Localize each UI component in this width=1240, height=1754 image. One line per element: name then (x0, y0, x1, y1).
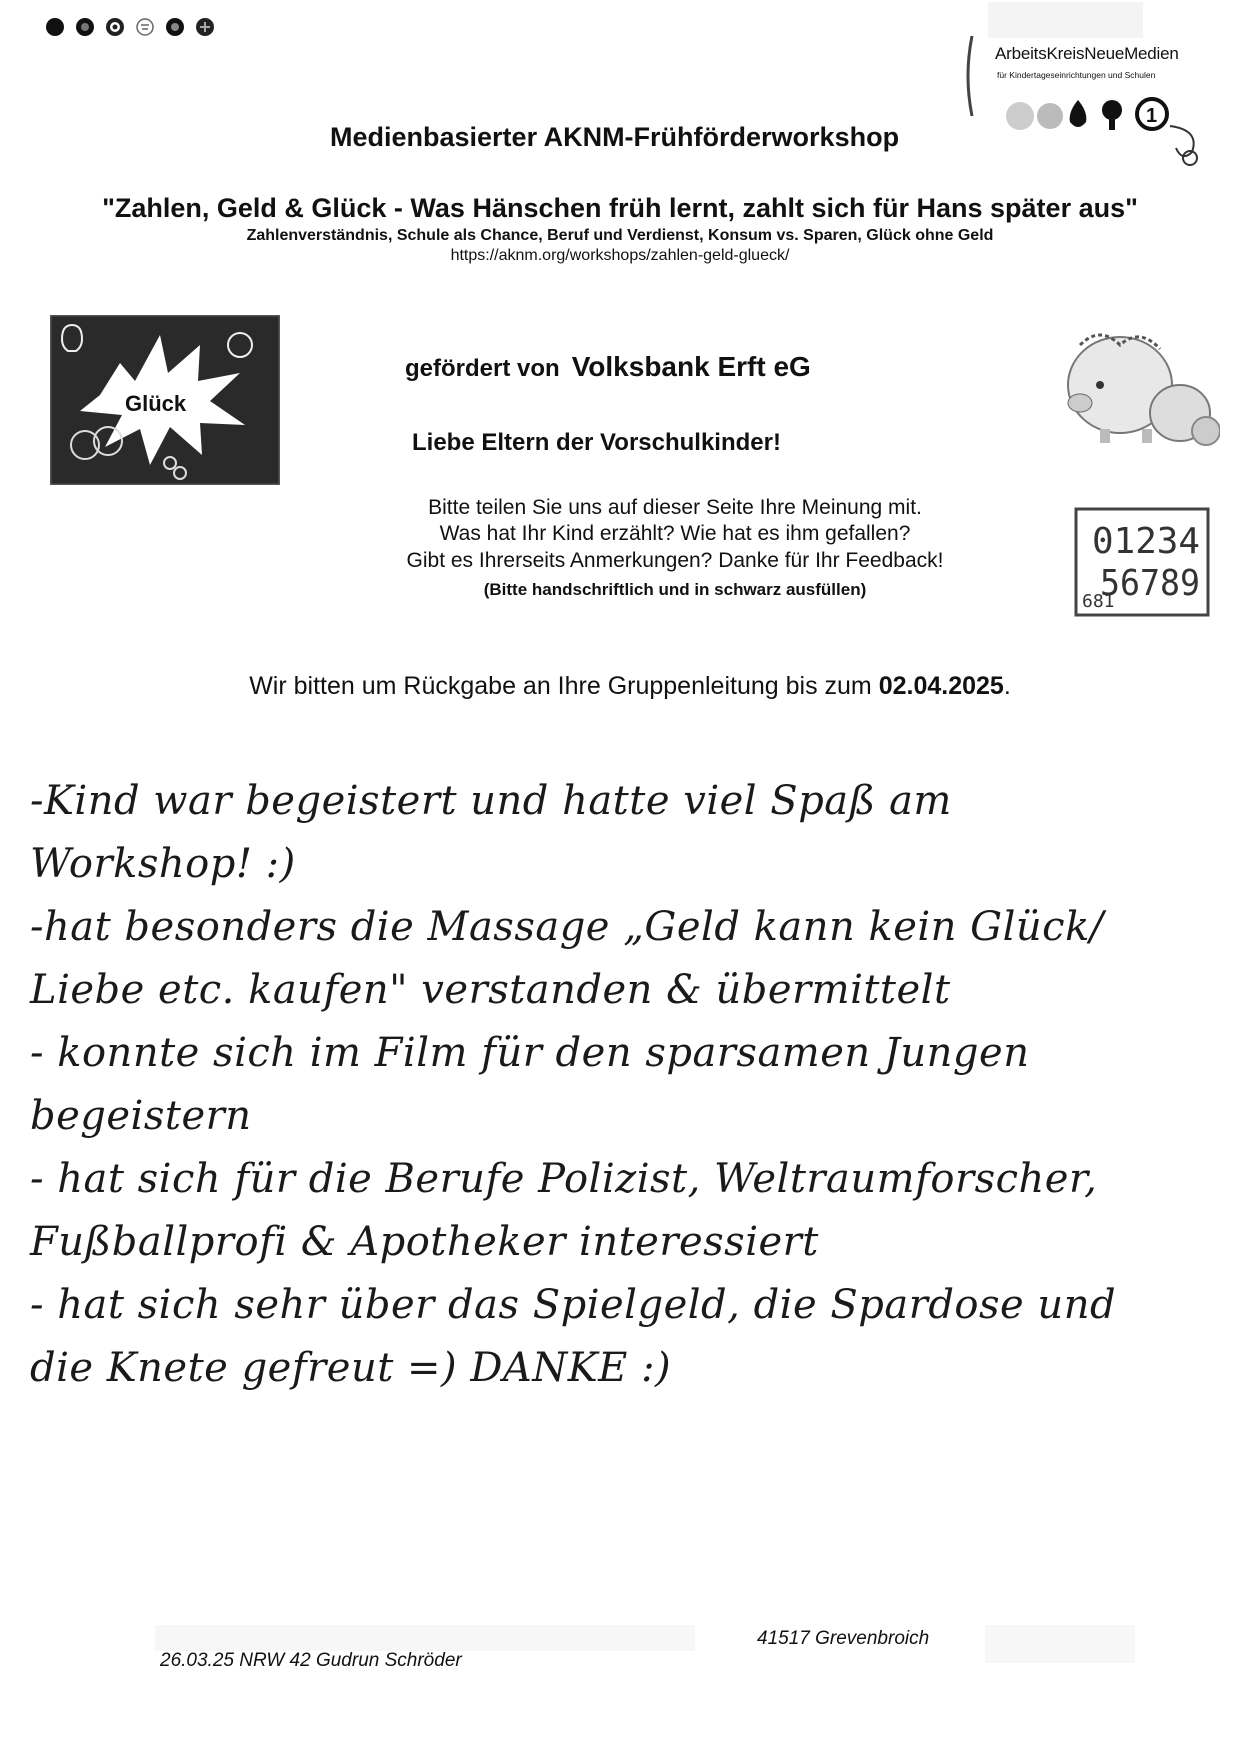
dot-icon (44, 16, 66, 38)
dot-icon (104, 16, 126, 38)
handwritten-line: Workshop! :) (30, 841, 296, 887)
handwritten-line: begeistern (30, 1093, 252, 1139)
page-title: Medienbasierter AKNM-Frühförderworkshop (330, 122, 900, 152)
handwritten-line: - hat sich sehr über das Spielgeld, die Spardose und (30, 1282, 1117, 1328)
handwritten-line: Fußballprofi & Apotheker interessiert (30, 1219, 819, 1265)
header-dots (44, 16, 216, 38)
sponsor-line (405, 351, 811, 383)
dot-icon (134, 16, 156, 38)
logo-symbols (1000, 92, 1200, 172)
redacted-area (985, 1625, 1135, 1663)
svg-text:1: 1 (1146, 105, 1158, 127)
return-text: Wir bitten um Rückgabe an Ihre Gruppenleitung bis zum (249, 672, 872, 700)
numbers-small: 681 (1082, 591, 1115, 612)
sponsor-prefix: gefördert von (405, 355, 560, 382)
handwritten-line: - hat sich für die Berufe Polizist, Weltraumforscher, (30, 1156, 1098, 1202)
fill-instruction: (Bitte handschriftlich und in schwarz ausfüllen) (483, 580, 867, 599)
glueck-label: Glück (125, 391, 187, 416)
numbers-row-1: 01234 (1092, 521, 1200, 562)
handwritten-line: -Kind war begeistert und hatte viel Spaß am (30, 778, 952, 824)
footer-meta: 26.03.25 NRW 42 Gudrun Schröder (160, 1650, 462, 1671)
dot-icon (74, 16, 96, 38)
numbers-row-2: 56789 (1100, 563, 1200, 604)
dot-icon (164, 16, 186, 38)
return-end: . (1003, 672, 1011, 700)
logo-tagline: für Kindertageseinrichtungen und Schulen (997, 70, 1156, 80)
request-line-3: Gibt es Ihrerseits Anmerkungen? Danke für Ihr Feedback! (406, 549, 944, 572)
redacted-area (155, 1625, 695, 1651)
handwritten-feedback (30, 770, 1210, 1400)
handwritten-line: Liebe etc. kaufen" verstanden & übermittelt (30, 967, 951, 1013)
handwritten-line: - konnte sich im Film für den sparsamen Jungen (30, 1030, 1030, 1076)
return-date: 02.04.2025 (878, 672, 1004, 700)
glueck-image (50, 315, 280, 485)
handwritten-line: -hat besonders die Massage „Geld kann kein Glück/ (30, 904, 1104, 950)
return-instruction (0, 672, 1240, 701)
dot-icon (194, 16, 216, 38)
logo-name: ArbeitsKreisNeueMedien (995, 44, 1179, 63)
handwritten-line: die Knete gefreut =) DANKE :) (30, 1345, 672, 1391)
footer-location: 41517 Grevenbroich (757, 1628, 930, 1649)
workshop-url: https://aknm.org/workshops/zahlen-geld-glueck/ (450, 247, 790, 264)
sponsor-name: Volksbank Erft eG (571, 351, 811, 382)
salutation: Liebe Eltern der Vorschulkinder! (412, 429, 781, 456)
workshop-topics: Zahlenverständnis, Schule als Chance, Beruf und Verdienst, Konsum vs. Sparen, Glück ohne Geld (246, 227, 994, 244)
workshop-subtitle: "Zahlen, Geld & Glück - Was Hänschen früh lernt, zahlt sich für Hans später aus" (102, 193, 1138, 223)
request-line-2: Was hat Ihr Kind erzählt? Wie hat es ihm gefallen? (439, 522, 911, 545)
request-line-1: Bitte teilen Sie uns auf dieser Seite Ihre Meinung mit. (428, 496, 922, 519)
numbers-image (1072, 505, 1212, 620)
piggy-bank-image (1060, 325, 1220, 465)
